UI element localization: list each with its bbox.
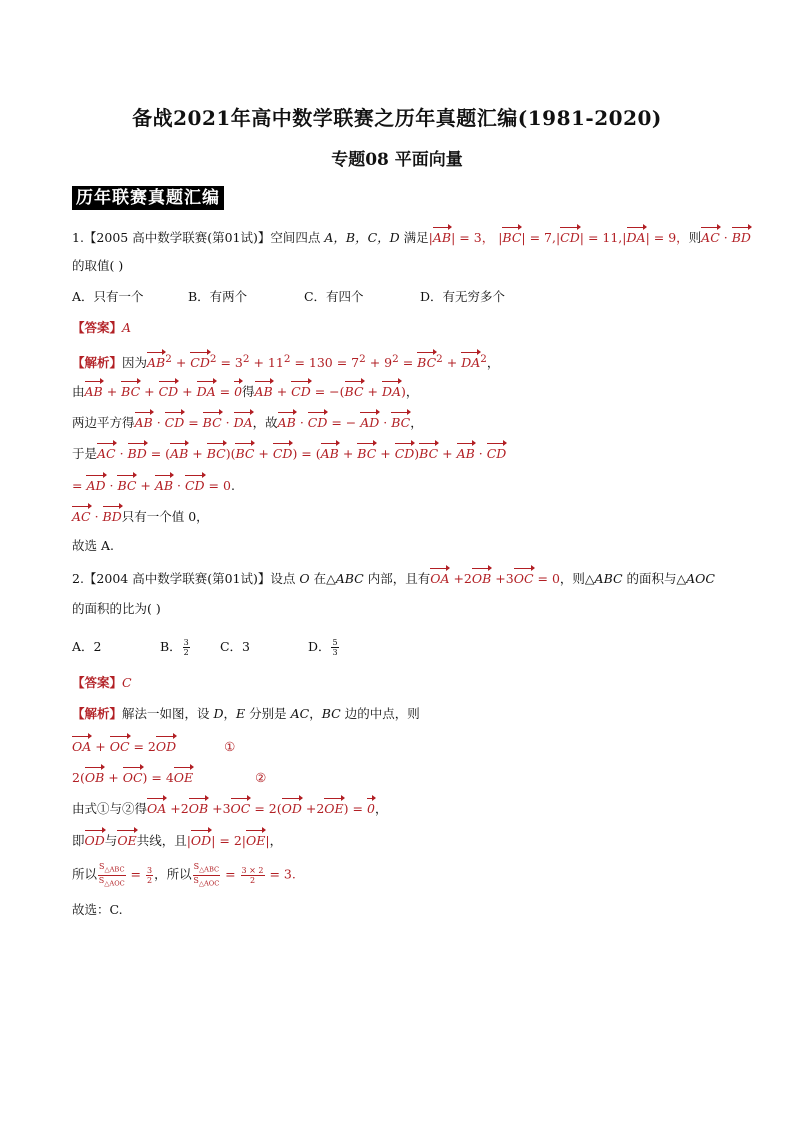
q2-answer: 【答案】C bbox=[72, 675, 132, 690]
q2-solution-line-3: 由式①与②得OA +2OB +3OC = 2(OD +2OE) = 0， bbox=[72, 797, 387, 819]
q1-conclusion: 故选 A. bbox=[72, 538, 114, 553]
section-banner: 历年联赛真题汇编 bbox=[72, 186, 224, 210]
document-title: 备战2021年高中数学联赛之历年真题汇编(1981-2020) bbox=[132, 106, 662, 130]
q1-solution-line-5: = AD · BC + AB · CD = 0. bbox=[72, 474, 235, 496]
q1-options bbox=[72, 287, 505, 307]
q2-solution-line-4: 即OD与OE共线，且|OD| = 2|OE|， bbox=[72, 829, 282, 851]
q2-equation-1: OA + OC = 2OD ① bbox=[72, 735, 235, 757]
q1-solution-line-2: 由AB + BC + CD + DA = 0得AB + CD = −(BC + DA)， bbox=[72, 380, 418, 402]
document-subtitle: 专题08 平面向量 bbox=[331, 150, 463, 170]
q2-solution-line-5: 所以 $\frac{S_{\triangle ABC}}{S_{\triangle AOC}}$ = $\frac{3}{2}$ ，所以 $\frac{S_{\triangle ABC}}{S_{\triangle AOC}}$ = $\frac{3 \times 2}{2}$ = 3. bbox=[72, 862, 296, 888]
q1-solution-line-1: 【解析】因为$AB^2 + CD^2 = 3^2 + 11^2 = 130 = 7^2 + 9^2 = BC^2 + DA^2$， bbox=[72, 349, 499, 373]
q1-option-c: C．有四个 bbox=[303, 289, 364, 304]
q1-option-d: D．有无穷多个 bbox=[419, 289, 505, 304]
q2-stem-cont: 的面积的比为( ) bbox=[72, 601, 161, 616]
q2-option-b: B． $\frac{3}{2}$ bbox=[159, 638, 189, 657]
q2-option-d: D． $\frac{5}{3}$ bbox=[307, 638, 338, 657]
q2-solution-line-0: 【解析】解法一如图，设 D，E 分别是 AC，BC 边的中点，则 bbox=[72, 706, 420, 721]
q2-stem: 2.【2004 高中数学联赛(第01试)】设点 O 在△ABC 内部，且有OA +2OB +3OC = 0，则△ABC 的面积与△AOC bbox=[72, 567, 715, 589]
q2-option-c: C．3 bbox=[219, 639, 250, 654]
q1-option-a: A．只有一个 bbox=[72, 289, 144, 304]
q2-conclusion: 故选：C. bbox=[72, 902, 123, 917]
q1-solution-line-3: 两边平方得AB · CD = BC · DA，故AB · CD = − AD · BC， bbox=[72, 411, 423, 433]
q2-options bbox=[72, 637, 340, 657]
q1-solution-line-4: 于是AC · BD = (AB + BC)(BC + CD) = (AB + BC + CD)BC + AB · CD bbox=[72, 442, 506, 464]
q1-solution-line-6: AC · BD只有一个值 0， bbox=[72, 505, 209, 527]
q2-equation-2: 2(OB + OC) = 4OE ② bbox=[72, 766, 266, 788]
q1-answer: 【答案】A bbox=[72, 320, 132, 335]
q1-option-b: B．有两个 bbox=[187, 289, 248, 304]
q2-option-a: A．2 bbox=[72, 639, 102, 654]
q1-stem: 1.【2005 高中数学联赛(第01试)】空间四点 A，B，C，D 满足|AB| = 3， |BC| = 7,|CD| = 11,|DA| = 9，则AC · BD bbox=[72, 226, 751, 248]
q1-stem-cont: 的取值( ) bbox=[72, 258, 124, 273]
